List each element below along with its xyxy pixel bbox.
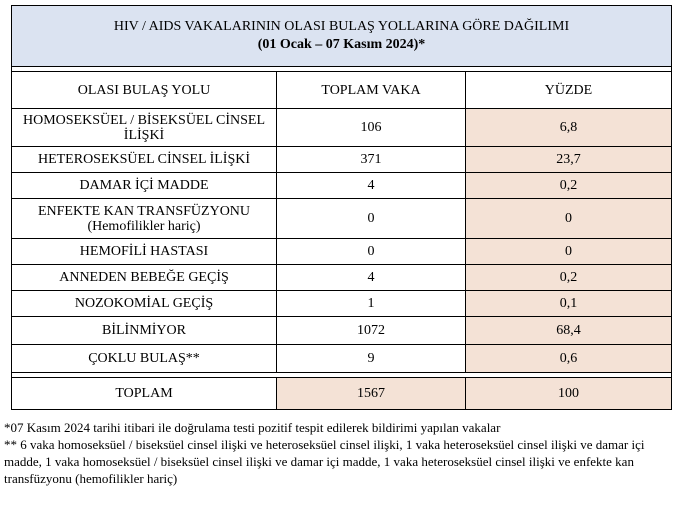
- route-label: HOMOSEKSÜEL / BİSEKSÜEL CİNSEL İLİŞKİ: [22, 112, 266, 143]
- total-percent-value: 100: [466, 378, 672, 410]
- title-row: [12, 6, 672, 67]
- total-cases-cell: 0: [277, 239, 466, 265]
- total-cases-cell: 1072: [277, 317, 466, 345]
- route-label: HETEROSEKSÜEL CİNSEL İLİŞKİ: [37, 152, 251, 167]
- route-cell: [12, 239, 277, 265]
- table-row: [12, 147, 672, 173]
- table-row: [12, 317, 672, 345]
- percent-cell: 23,7: [466, 147, 672, 173]
- route-label: BİLİNMİYOR: [102, 323, 186, 338]
- route-label: HEMOFİLİ HASTASI: [79, 244, 209, 259]
- footnote-1: *07 Kasım 2024 tarihi itibari ile doğrulama testi pozitif tespit edilerek bildirimi yapılan vakalar: [4, 420, 501, 435]
- route-label: NOZOKOMİAL GEÇİŞ: [74, 296, 214, 311]
- percent-cell: 6,8: [466, 109, 672, 147]
- hiv-aids-distribution-table: [11, 5, 672, 410]
- route-cell: [12, 345, 277, 373]
- route-label: ÇOKLU BULAŞ**: [88, 351, 200, 366]
- total-cases-cell: 0: [277, 199, 466, 239]
- data-table-container: [11, 5, 671, 410]
- total-row: [12, 378, 672, 410]
- header-route: OLASI BULAŞ YOLU: [12, 72, 277, 109]
- route-sublabel: (Hemofilikler hariç): [87, 218, 201, 234]
- footnotes: [4, 419, 680, 487]
- table-title-line1: HIV / AIDS VAKALARININ OLASI BULAŞ YOLLARINA GÖRE DAĞILIMI: [113, 19, 570, 34]
- percent-cell: 68,4: [466, 317, 672, 345]
- total-cases-cell: 4: [277, 265, 466, 291]
- percent-cell: 0,6: [466, 345, 672, 373]
- table-row: [12, 199, 672, 239]
- route-cell: [12, 147, 277, 173]
- route-cell: [12, 109, 277, 147]
- route-cell: [12, 173, 277, 199]
- percent-cell: 0,2: [466, 265, 672, 291]
- percent-cell: 0,2: [466, 173, 672, 199]
- total-cases-cell: 106: [277, 109, 466, 147]
- route-label: ANNEDEN BEBEĞE GEÇİŞ: [59, 270, 229, 285]
- table-row: [12, 109, 672, 147]
- route-label: DAMAR İÇİ MADDE: [79, 178, 209, 193]
- table-row: [12, 265, 672, 291]
- table-row: [12, 173, 672, 199]
- header-percent: YÜZDE: [466, 72, 672, 109]
- total-cases-cell: 1: [277, 291, 466, 317]
- total-cases-cell: 371: [277, 147, 466, 173]
- table-title-line2: (01 Ocak – 07 Kasım 2024)*: [257, 37, 426, 52]
- total-cases-cell: 4: [277, 173, 466, 199]
- percent-cell: 0: [466, 239, 672, 265]
- table-row: [12, 239, 672, 265]
- header-total-cases: TOPLAM VAKA: [277, 72, 466, 109]
- percent-cell: 0: [466, 199, 672, 239]
- total-cases-value: 1567: [277, 378, 466, 410]
- table-row: [12, 291, 672, 317]
- footnote-2: ** 6 vaka homoseksüel / biseksüel cinsel ilişki ve heteroseksüel cinsel ilişki, 1 vaka heteroseksüel cinsel ilişki ve damar içi madde, 1 vaka homoseksüel / biseksüel cinsel ilişki ve damar içi madde, 1 vaka heteroseksüel cinsel ilişki ve enfekte kan transfüzyonu (hemofilikler hariç): [4, 437, 645, 486]
- table-title: [12, 6, 672, 67]
- percent-cell: 0,1: [466, 291, 672, 317]
- route-cell: [12, 199, 277, 239]
- table-row: [12, 345, 672, 373]
- header-row: [12, 72, 672, 109]
- route-cell: [12, 265, 277, 291]
- total-cases-cell: 9: [277, 345, 466, 373]
- route-label: ENFEKTE KAN TRANSFÜZYONU: [37, 203, 251, 219]
- route-cell: [12, 291, 277, 317]
- route-cell: [12, 317, 277, 345]
- total-label: TOPLAM: [12, 378, 277, 410]
